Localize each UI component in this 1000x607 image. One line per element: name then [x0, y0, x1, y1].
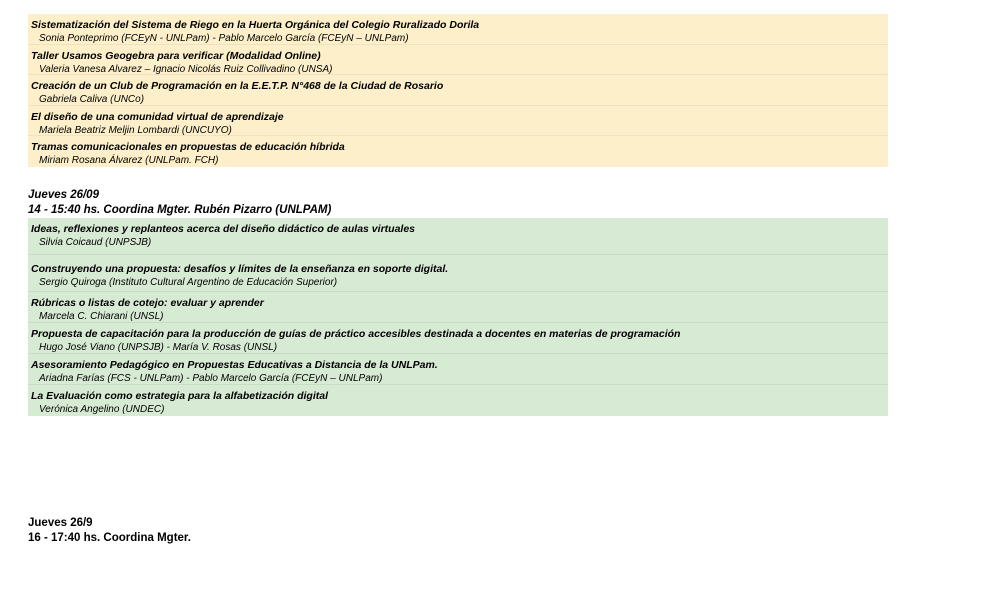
- presentation-title: El diseño de una comunidad virtual de aprendizaje: [31, 110, 284, 123]
- table-row: [28, 255, 888, 292]
- presentation-authors: Mariela Beatriz Meljin Lombardi (UNCUYO): [39, 124, 232, 136]
- session-3-time: 16 - 17:40 hs. Coordina Mgter.: [28, 532, 191, 544]
- presentation-title: Sistematización del Sistema de Riego en la Huerta Orgánica del Colegio Ruralizado Dorila: [31, 19, 480, 31]
- presentation-title: Tramas comunicacionales en propuestas de educación híbrida: [31, 141, 345, 154]
- presentation-title: Taller Usamos Geogebra para verificar (Modalidad Online): [31, 49, 321, 62]
- presentation-authors: Miriam Rosana Álvarez (UNLPam. FCH): [39, 155, 219, 167]
- table-row: [28, 323, 888, 354]
- presentation-title: Creación de un Club de Programación en la E.E.T.P. N°468 de la Ciudad de Rosario: [31, 80, 444, 93]
- presentation-title: Propuesta de capacitación para la producción de guías de práctico accesibles destinada a docentes en materias de programación: [31, 328, 681, 340]
- table-row: [28, 218, 888, 255]
- session-2-table: [28, 218, 888, 416]
- session-1-table: [28, 14, 888, 167]
- table-row: [28, 75, 888, 106]
- presentation-authors: Sergio Quiroga (Instituto Cultural Argentino de Educación Superior): [39, 277, 338, 288]
- presentation-authors: Ariadna Farías (FCS - UNLPam) - Pablo Marcelo García (FCEyN – UNLPam): [39, 373, 383, 384]
- presentation-authors: Hugo José Viano (UNPSJB) - María V. Rosas (UNSL): [39, 342, 278, 353]
- table-row: [28, 14, 888, 45]
- table-row: [28, 385, 888, 416]
- session-3-day: Jueves 26/9: [28, 517, 93, 529]
- table-row: [28, 292, 888, 323]
- presentation-authors: Gabriela Caliva (UNCo): [39, 94, 145, 106]
- presentation-authors: Sonia Ponteprimo (FCEyN - UNLPam) - Pablo Marcelo García (FCEyN – UNLPam): [39, 33, 409, 44]
- presentation-authors: Silvia Coicaud (UNPSJB): [39, 237, 152, 248]
- table-row: [28, 106, 888, 137]
- presentation-title: Asesoramiento Pedagógico en Propuestas Educativas a Distancia de la UNLPam.: [31, 359, 438, 371]
- presentation-authors: Valeria Vanesa Alvarez – Ignacio Nicolás Ruiz Collivadino (UNSA): [39, 63, 333, 75]
- presentation-title: Construyendo una propuesta: desafíos y límites de la enseñanza en soporte digital.: [31, 263, 449, 275]
- table-row: [28, 136, 888, 167]
- presentation-title: Ideas, reflexiones y replanteos acerca del diseño didáctico de aulas virtuales: [31, 223, 415, 235]
- table-row: [28, 354, 888, 385]
- presentation-authors: Marcela C. Chiarani (UNSL): [39, 311, 164, 322]
- presentation-title: Rúbricas o listas de cotejo: evaluar y aprender: [31, 297, 264, 309]
- session-2-day: Jueves 26/09: [28, 189, 99, 201]
- presentation-title: La Evaluación como estrategia para la alfabetización digital: [31, 390, 329, 402]
- session-2-time: 14 - 15:40 hs. Coordina Mgter. Rubén Pizarro (UNLPAM): [28, 204, 332, 216]
- presentation-authors: Verónica Angelino (UNDEC): [39, 404, 165, 415]
- table-row: [28, 45, 888, 76]
